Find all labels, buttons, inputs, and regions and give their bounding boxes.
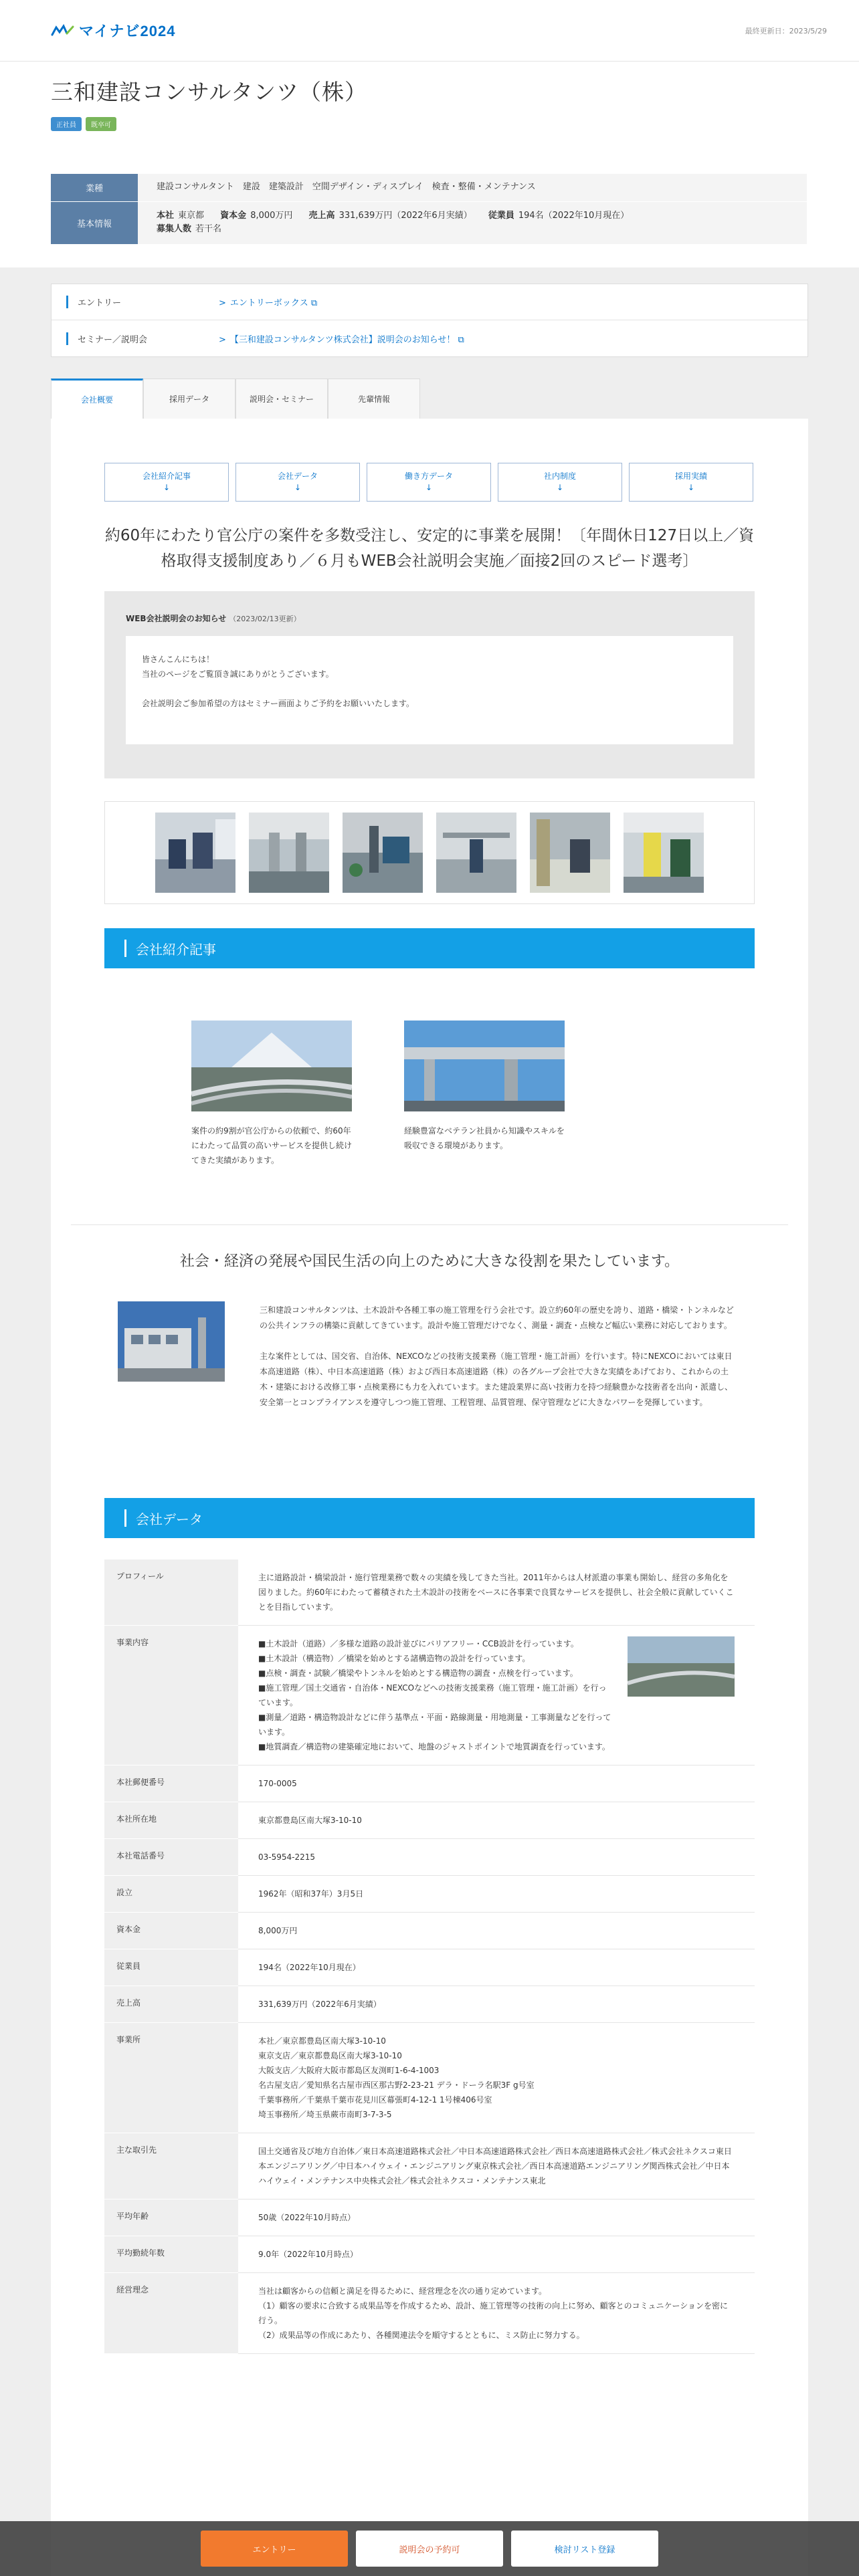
mynavi-logo[interactable] [51, 20, 176, 41]
row-value: 194名（2022年10月現在） [238, 1949, 755, 1986]
section-header-company-article: 会社紹介記事 [104, 928, 755, 968]
intro-subhead: 社会・経済の発展や国民生活の向上のために大きな役割を果たしています。 [179, 1253, 680, 1270]
company-data-table [104, 1560, 755, 2354]
table-row [104, 1839, 755, 1876]
badge-fulltime: 正社員 [51, 117, 82, 131]
basic-info-value [138, 201, 807, 244]
philosophy-item: （1）顧客の要求に合致する成果品等を作成するため、設計、施工管理等の技術の向上に努め、顧客とのコミュニケーションを密に行う。 [258, 2301, 728, 2325]
row-label: 売上高 [104, 1986, 238, 2023]
business-item: ■土木設計（道路）／多様な道路の設計並びにバリアフリー・CCB設計を行っています。 [258, 1639, 579, 1648]
notice-body [126, 636, 733, 744]
overview-content [51, 419, 808, 2576]
notice-line: 皆さんこんにちは！ [142, 655, 215, 664]
intro-paragraph: 三和建設コンサルタンツは、土木設計や各種工事の施工管理を行う会社です。設立約60年の歴史を誇り、道路・橋梁・トンネルなどの公共インフラの構築に貢献してきています。設計や施工管理だけでなく、測量・調査・点検など幅広い業務に対応しております。 [260, 1305, 734, 1330]
tab-seminar[interactable]: 説明会・セミナー [235, 379, 328, 419]
row-label: 設立 [104, 1876, 238, 1913]
row-value [238, 2023, 755, 2133]
tab-overview[interactable]: 会社概要 [51, 379, 143, 419]
tab-recruitment-data[interactable]: 採用データ [143, 379, 235, 419]
industry-label: 業種 [51, 174, 138, 201]
office-item: 埼玉事務所／埼玉県蕨市南町3-7-3-5 [258, 2110, 392, 2119]
bridge-photo [404, 1021, 565, 1111]
row-label: 平均勤続年数 [104, 2236, 238, 2273]
notice-title-text: WEB会社説明会のお知らせ [126, 614, 227, 623]
arrow-down-icon: ↓ [294, 483, 302, 492]
badges [51, 117, 808, 131]
article-card[interactable] [404, 1021, 567, 1168]
employees-value: 194名（2022年10月現在） [518, 210, 630, 221]
anchor-label: 採用実績 [674, 471, 707, 481]
article-card[interactable] [191, 1021, 355, 1168]
chevron-right-icon: > [219, 298, 226, 308]
logo-text: マイナビ2024 [79, 23, 176, 39]
table-row [104, 1876, 755, 1913]
row-label: 本社郵便番号 [104, 1765, 238, 1802]
row-label: 資本金 [104, 1913, 238, 1949]
seminar-link[interactable] [219, 332, 464, 345]
entry-box-link-text: エントリーボックス [229, 298, 308, 308]
external-link-icon: ⧉ [458, 334, 464, 345]
anchor-workstyle-data[interactable] [367, 463, 491, 502]
anchor-label: 会社紹介記事 [142, 471, 191, 481]
notice-line: 当社のページをご覧頂き誠にありがとうございます。 [142, 669, 334, 679]
seminar-reserve-button[interactable]: 説明会の予約可 [356, 2531, 503, 2567]
business-item: ■点検・調査・試験／橋梁やトンネルを始めとする構造物の調査・点検を行っています。 [258, 1669, 578, 1678]
add-to-list-button[interactable]: 検討リスト登録 [511, 2531, 658, 2567]
row-label: 本社電話番号 [104, 1839, 238, 1876]
row-value: 主に道路設計・橋梁設計・施行管理業務で数々の実績を残してきた当社。2011年からは人材派遣の事業も開始し、経営の多角化を図りました。約60年にわたって蓄積された土木設計の技術をベースに各事業で良質なサービスを提供し、社会全般に貢献していくことを目指しています。 [238, 1560, 755, 1626]
office-photo-3[interactable] [343, 813, 423, 893]
row-value: 1962年（昭和37年）3月5日 [238, 1876, 755, 1913]
office-item: 東京支店／東京都豊島区南大塚3-10-10 [258, 2051, 402, 2060]
capital-value: 8,000万円 [250, 210, 293, 221]
arrow-down-icon: ↓ [556, 483, 564, 492]
row-value: 8,000万円 [238, 1913, 755, 1949]
arrow-down-icon: ↓ [163, 483, 171, 492]
badge-graduate: 既卒可 [86, 117, 116, 131]
table-row [104, 1626, 755, 1765]
anchor-internal-system[interactable] [498, 463, 622, 502]
table-row [104, 1913, 755, 1949]
row-value: 国土交通省及び地方自治体／東日本高速道路株式会社／中日本高速道路株式会社／西日本高速道路株式会社／株式会社ネクスコ東日本エンジニアリング／中日本ハイウェイ・エンジニアリング東京株式会社／西日本高速道路エンジニアリング関西株式会社／中日本ハイウェイ・メンテナンス中央株式会社／株式会社ネクスコ・メンテナンス東北 [238, 2133, 755, 2199]
headline: 約60年にわたり官公庁の案件を多数受注し、安定的に事業を展開！〔年間休日127日以上／資格取得支援制度あり／６月もWEB会社説明会実施／面接2回のスピード選考〕 [104, 527, 755, 570]
intro-text [260, 1303, 740, 1426]
business-item: ■土木設計（構造物）／橋梁を始めとする諸構造物の設計を行っています。 [258, 1654, 531, 1663]
row-label: 経営理念 [104, 2273, 238, 2354]
notice-line: 会社説明会ご参加希望の方はセミナー画面よりご予約をお願いいたします。 [142, 699, 415, 708]
capital-label: 資本金 [220, 210, 247, 221]
intro-paragraph: 主な案件としては、国交省、自治体、NEXCOなどの技術支援業務（施工管理・施工計画）を行います。特にNEXCOにおいては東日本高速道路（株）、中日本高速道路（株）および西日本高速道路（株）の各グループ会社で大きな実績をあげており、これからの土木・建築における改修工事・点検業務にも力を入れています。また建設業界に高い技術力を持つ経験豊かな技術者を出向・派遣し、安全第一とコンプライアンスを遵守しつつ施工管理、工程管理、品質管理、保守管理などに大きなパワーを発揮しています。 [260, 1352, 733, 1407]
seminar-label: セミナー／説明会 [66, 332, 219, 345]
external-link-icon: ⧉ [310, 298, 318, 308]
anchor-nav [104, 463, 753, 502]
anchor-label: 社内制度 [543, 471, 576, 481]
table-row [104, 2273, 755, 2354]
chevron-right-icon: > [219, 334, 226, 345]
row-value: 東京都豊島区南大塚3-10-10 [238, 1802, 755, 1839]
entry-label: エントリー [66, 296, 219, 308]
business-item: ■測量／道路・構造物設計などに伴う基準点・平面・路線測量・用地測量・工事測量などを行っています。 [258, 1713, 611, 1737]
seminar-link-text: 【三和建設コンサルタンツ株式会社】説明会のお知らせ！ [229, 334, 456, 345]
industry-value: 建設コンサルタント 建設 建築設計 空間デザイン・ディスプレイ 検査・整備・メンテナンス [138, 174, 807, 201]
arrow-down-icon: ↓ [687, 483, 695, 492]
anchor-company-data[interactable] [235, 463, 360, 502]
table-row [104, 1560, 755, 1626]
anchor-hiring-record[interactable] [629, 463, 753, 502]
table-row [104, 1765, 755, 1802]
article-caption: 経験豊富なベテラン社員から知識やスキルを吸収できる環境があります。 [404, 1126, 565, 1150]
office-photo-1[interactable] [155, 813, 235, 893]
notice-title [126, 613, 733, 624]
web-seminar-notice [104, 591, 755, 778]
hq-label: 本社 [157, 210, 175, 221]
article-caption: 案件の約9割が官公庁からの依頼で、約60年にわたって品質の高いサービスを提供し続けてきた実績があります。 [191, 1126, 353, 1165]
office-item: 本社／東京都豊島区南大塚3-10-10 [258, 2036, 386, 2046]
row-label: 事業内容 [104, 1626, 238, 1765]
table-row [104, 2023, 755, 2133]
article-list [191, 1021, 567, 1168]
notice-date: （2023/02/13更新） [229, 615, 301, 623]
sales-label: 売上高 [308, 210, 335, 221]
company-hero [0, 62, 859, 267]
row-label: プロフィール [104, 1560, 238, 1626]
photo-strip [104, 801, 755, 904]
row-label: 事業所 [104, 2023, 238, 2133]
business-list [258, 1636, 614, 1754]
row-label: 主な取引先 [104, 2133, 238, 2199]
row-value: 9.0年（2022年10月時点） [238, 2236, 755, 2273]
sales-value: 331,639万円（2022年6月実績） [339, 210, 472, 221]
anchor-label: 働き方データ [404, 471, 453, 481]
anchor-company-article[interactable] [104, 463, 229, 502]
bottom-action-bar [0, 2521, 859, 2576]
office-item: 大阪支店／大阪府大阪市都島区友渕町1-6-4-1003 [258, 2066, 440, 2075]
mynavi-logo-icon [51, 24, 75, 37]
table-row [104, 2133, 755, 2199]
office-photo-4[interactable] [436, 813, 516, 893]
employees-label: 従業員 [488, 210, 514, 221]
row-value: 03-5954-2215 [238, 1839, 755, 1876]
highway-fuji-photo [191, 1021, 352, 1111]
table-row [104, 2236, 755, 2273]
company-summary-table [51, 174, 807, 245]
philosophy-item: （2）成果品等の作成にあたり、各種関連法令を順守するとともに、ミス防止に努力する。 [258, 2331, 585, 2340]
basic-info-row [51, 201, 807, 244]
hires-value: 若干名 [195, 224, 222, 235]
section-header-company-data: 会社データ [104, 1498, 755, 1538]
row-label: 従業員 [104, 1949, 238, 1986]
philosophy-item: 当社は顧客からの信頼と満足を得るために、経営理念を次の通り定めています。 [258, 2286, 547, 2296]
company-name: 三和建設コンサルタンツ（株） [51, 79, 368, 105]
top-bar [0, 0, 859, 62]
page-tabs [51, 379, 420, 419]
office-photo-5[interactable] [530, 813, 610, 893]
highway-aerial-photo [628, 1636, 735, 1697]
row-value [238, 2273, 755, 2354]
office-photo-2[interactable] [249, 813, 329, 893]
office-item: 名古屋支店／愛知県名古屋市西区那古野2-23-21 デラ・ドーラ名駅3F g号室 [258, 2080, 535, 2090]
divider [71, 1224, 788, 1225]
row-label: 平均年齢 [104, 2199, 238, 2236]
seminar-row [52, 320, 807, 356]
table-row [104, 1949, 755, 1986]
entry-box [51, 284, 808, 357]
row-value: 170-0005 [238, 1765, 755, 1802]
business-item: ■地質調査／構造物の建築確定地において、地盤のジャストポイントで地質調査を行っています。 [258, 1742, 610, 1751]
anchor-label: 会社データ [277, 471, 318, 481]
row-value [238, 1626, 755, 1765]
hires-label: 募集人数 [157, 224, 192, 235]
table-row [104, 2199, 755, 2236]
entry-box-link[interactable] [219, 296, 317, 308]
row-value: 331,639万円（2022年6月実績） [238, 1986, 755, 2023]
hq-value: 東京都 [178, 210, 205, 221]
row-label: 本社所在地 [104, 1802, 238, 1839]
arrow-down-icon: ↓ [425, 483, 433, 492]
business-item: ■施工管理／国土交通省・自治体・NEXCOなどへの技術支援業務（施工管理・施工計画）を行っています。 [258, 1683, 607, 1707]
table-row [104, 1986, 755, 2023]
entry-row [52, 284, 807, 320]
row-value: 50歳（2022年10月時点） [238, 2199, 755, 2236]
office-photo-6[interactable] [624, 813, 704, 893]
entry-button[interactable]: エントリー [201, 2531, 348, 2567]
industry-row [51, 174, 807, 201]
office-item: 千葉事務所／千葉県千葉市花見川区幕張町4-12-1 1号棟406号室 [258, 2095, 492, 2105]
company-building-photo [118, 1301, 225, 1382]
last-updated: 最終更新日：2023/5/29 [745, 26, 827, 35]
basic-info-label: 基本情報 [51, 201, 138, 244]
table-row [104, 1802, 755, 1839]
tab-seniors[interactable]: 先輩情報 [328, 379, 420, 419]
